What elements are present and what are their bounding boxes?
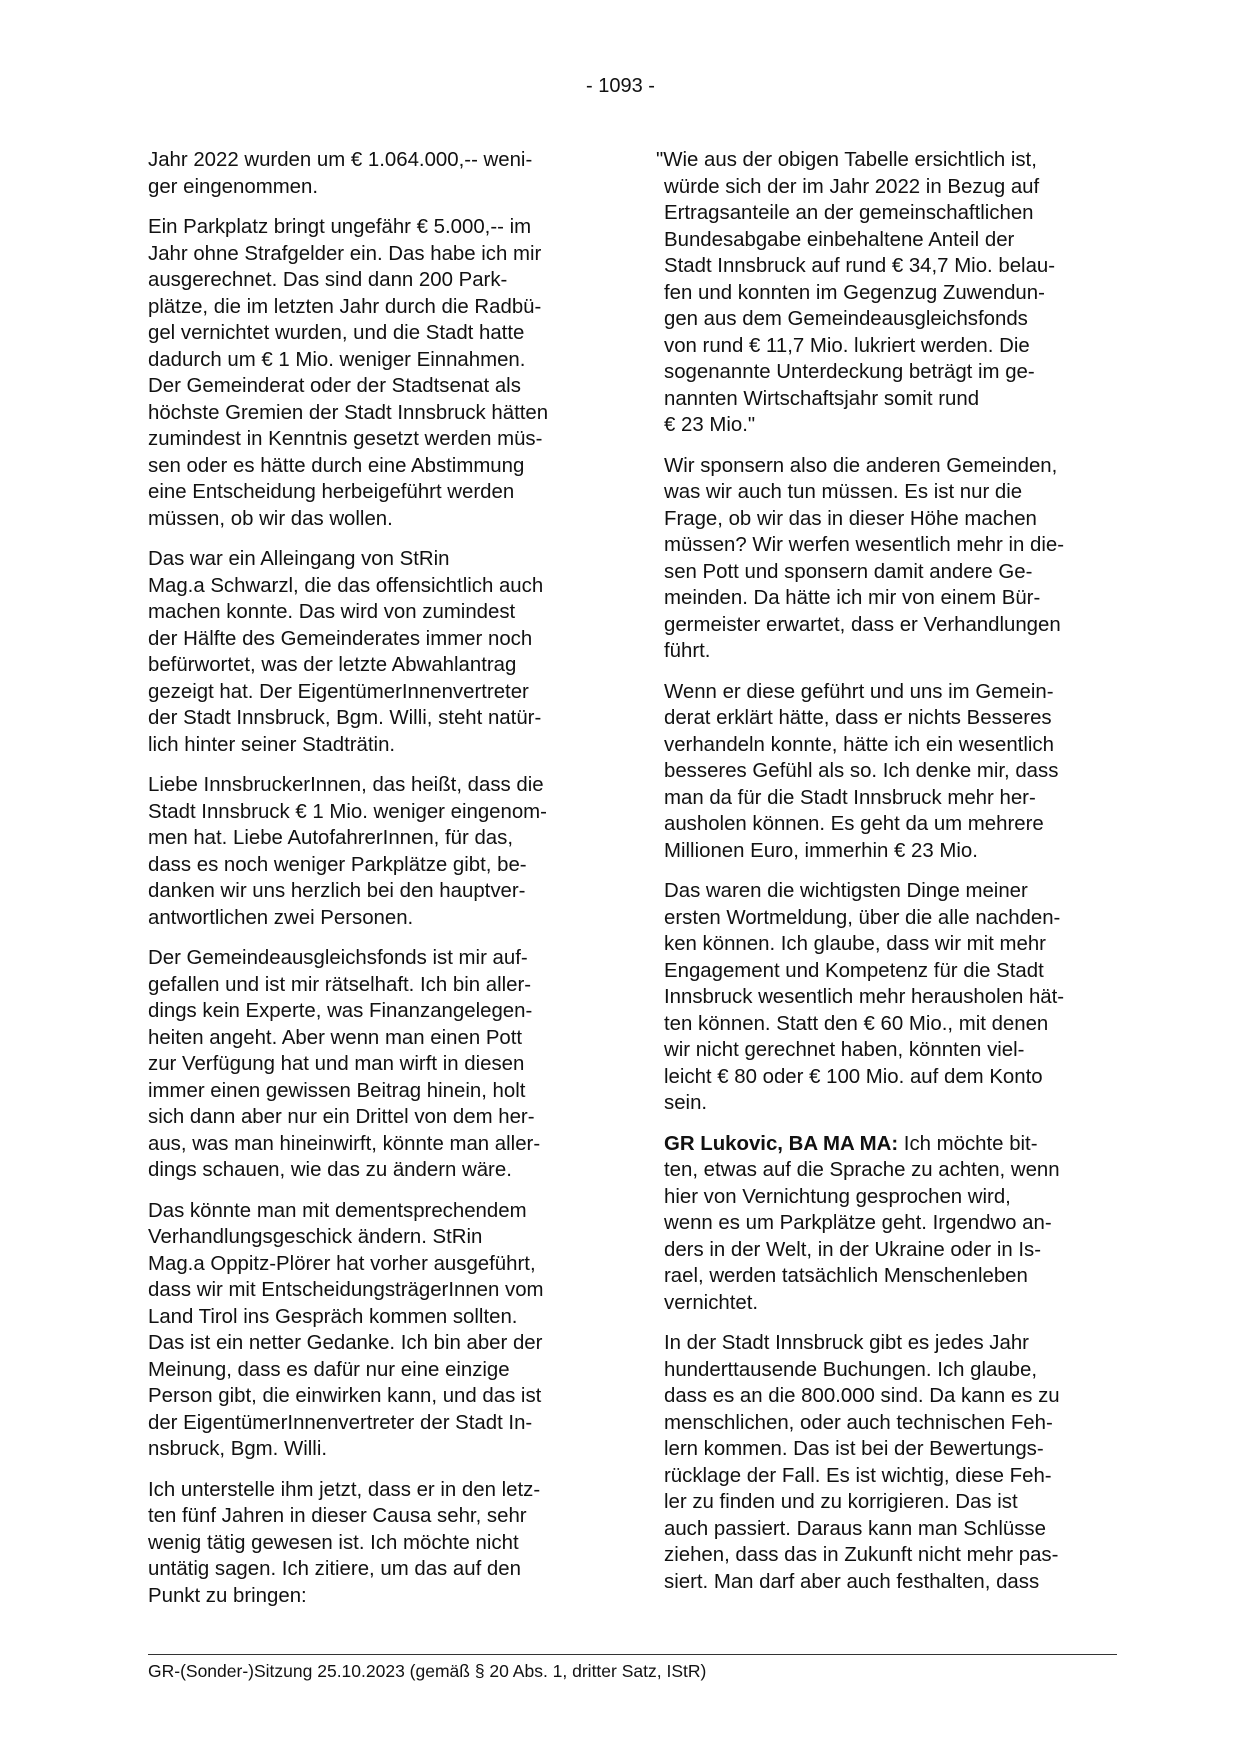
- right-column: [656, 147, 1124, 1609]
- paragraph: Liebe InnsbruckerInnen, das heißt, dass die Stadt Innsbruck € 1 Mio. weniger eingenom- men hat. Liebe AutofahrerInnen, für das, dass es noch weniger Parkplätze gibt, be- danken wir uns herzlich bei den hauptver- antwortlichen zwei Personen.: [148, 774, 547, 929]
- speaker-name: GR Lukovic, BA MA MA:: [664, 1132, 899, 1155]
- paragraph: Das waren die wichtigsten Dinge meiner ersten Wortmeldung, über die alle nachden- ken können. Ich glaube, dass wir mit mehr Engagement und Kompetenz für die Stadt Innsbruck wesentlich mehr herausholen hät- ten können. Statt den € 60 Mio., mit denen wir nicht gerechnet haben, könnten viel- leicht € 80 oder € 100 Mio. auf dem Konto sein.: [664, 880, 1065, 1114]
- speaker-paragraph: [664, 1131, 1124, 1317]
- paragraph: In der Stadt Innsbruck gibt es jedes Jahr hunderttausende Buchungen. Ich glaube, dass es an die 800.000 sind. Da kann es zu menschlichen, oder auch technischen Feh- lern kommen. Das ist bei der Bewertungs- rücklage der Fall. Es ist wichtig, diese Feh- ler zu finden und zu korrigieren. Das ist auch passiert. Daraus kann man Schlüsse ziehen, dass das in Zukunft nicht mehr pas- siert. Man darf aber auch festhalten, dass: [664, 1332, 1060, 1593]
- paragraph: Der Gemeindeausgleichsfonds ist mir auf- gefallen und ist mir rätselhaft. Ich bin aller- dings kein Experte, was Finanzangelegen- heiten angeht. Aber wenn man einen Pott zur Verfügung hat und man wirft in diesen immer einen gewissen Beitrag hinein, holt sich dann aber nur ein Drittel von dem her- aus, was man hineinwirft, könnte man aller- dings schauen, wie das zu ändern wäre.: [148, 947, 541, 1181]
- paragraph: Wenn er diese geführt und uns im Gemein- derat erklärt hätte, dass er nichts Besseres verhandeln konnte, hätte ich ein wesentlich besseres Gefühl als so. Ich denke mir, dass man da für die Stadt Innsbruck mehr her- ausholen können. Es geht da um mehrere Millionen Euro, immerhin € 23 Mio.: [664, 680, 1059, 862]
- speaker-text: Ich möchte bit- ten, etwas auf die Sprache zu achten, wenn hier von Vernichtung gesprochen wird, wenn es um Parkplätze geht. Irgendwo an- ders in der Welt, in der Ukraine oder in Is- rael, werden tatsächlich Menschenleben vernichtet.: [664, 1132, 1060, 1314]
- page-number: - 1093 -: [586, 75, 655, 97]
- footer-divider: [148, 1654, 1117, 1655]
- paragraph: Ein Parkplatz bringt ungefähr € 5.000,-- im Jahr ohne Strafgelder ein. Das habe ich mir ausgerechnet. Das sind dann 200 Park- plätze, die im letzten Jahr durch die Radbü- gel vernichtet wurden, und die Stadt hatte dadurch um € 1 Mio. weniger Einnahmen. Der Gemeinderat oder der Stadtsenat als höchste Gremien der Stadt Innsbruck hätten zumindest in Kenntnis gesetzt werden müs- sen oder es hätte durch eine Abstimmung eine Entscheidung herbeigeführt werden müssen, ob wir das wollen.: [148, 216, 549, 530]
- footer-text: GR-(Sonder-)Sitzung 25.10.2023 (gemäß § 20 Abs. 1, dritter Satz, IStR): [148, 1661, 707, 1681]
- quote-paragraph: "Wie aus der obigen Tabelle ersichtlich ist, würde sich der im Jahr 2022 in Bezug auf Ertragsanteile an der gemeinschaftlichen Bundesabgabe einbehaltene Anteil der Stadt Innsbruck auf rund € 34,7 Mio. belau- fen und konnten im Gegenzug Zuwendun- gen aus dem Gemeindeausgleichsfonds von rund € 11,7 Mio. lukriert werden. Die sogenannte Unterdeckung beträgt im ge- nannten Wirtschaftsjahr somit rund € 23 Mio.": [656, 149, 1056, 436]
- paragraph: Jahr 2022 wurden um € 1.064.000,-- weni- ger eingenommen.: [148, 149, 533, 198]
- paragraph: Das war ein Alleingang von StRin Mag.a Schwarzl, die das offensichtlich auch machen konnte. Das wird von zumindest der Hälfte des Gemeinderates immer noch befürwortet, was der letzte Abwahlantrag gezeigt hat. Der EigentümerInnenvertreter der Stadt Innsbruck, Bgm. Willi, steht natür- lich hinter seiner Stadträtin.: [148, 548, 544, 756]
- paragraph: Wir sponsern also die anderen Gemeinden, was wir auch tun müssen. Es ist nur die Frage, ob wir das in dieser Höhe machen müssen? Wir werfen wesentlich mehr in die- sen Pott und sponsern damit andere Ge- meinden. Da hätte ich mir von einem Bür- germeister erwartet, dass er Verhandlungen führt.: [664, 454, 1065, 662]
- left-column: [148, 147, 600, 1623]
- paragraph: Das könnte man mit dementsprechendem Verhandlungsgeschick ändern. StRin Mag.a Oppitz-Plörer hat vorher ausgeführt, dass wir mit EntscheidungsträgerInnen vom Land Tirol ins Gespräch kommen sollten. Das ist ein netter Gedanke. Ich bin aber der Meinung, dass es dafür nur eine einzige Person gibt, die einwirken kann, und das ist der EigentümerInnenvertreter der Stadt In- nsbruck, Bgm. Willi.: [148, 1199, 544, 1460]
- paragraph: Ich unterstelle ihm jetzt, dass er in den letz- ten fünf Jahren in dieser Causa sehr, sehr wenig tätig gewesen ist. Ich möchte nicht untätig sagen. Ich zitiere, um das auf den Punkt zu bringen:: [148, 1478, 541, 1607]
